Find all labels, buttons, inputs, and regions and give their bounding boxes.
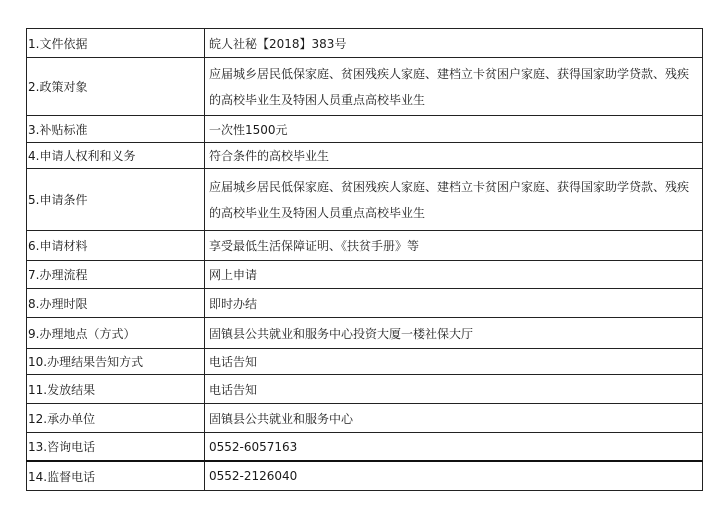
table-row <box>27 349 703 375</box>
row-label: 11.发放结果 <box>27 375 205 404</box>
row-value: 固镇县公共就业和服务中心 <box>205 404 703 433</box>
table-row <box>27 29 703 58</box>
row-label: 7.办理流程 <box>27 261 205 289</box>
row-value: 应届城乡居民低保家庭、贫困残疾人家庭、建档立卡贫困户家庭、获得国家助学贷款、残疾的高校毕业生及特困人员重点高校毕业生 <box>209 179 690 220</box>
table-row <box>27 116 703 143</box>
policy-table <box>26 28 703 491</box>
row-label: 3.补贴标准 <box>27 116 205 143</box>
table-row <box>27 461 703 491</box>
row-label: 8.办理时限 <box>27 289 205 318</box>
row-value: 一次性1500元 <box>205 116 703 143</box>
row-label: 6.申请材料 <box>27 231 205 261</box>
table-row <box>27 433 703 462</box>
row-value: 网上申请 <box>205 261 703 289</box>
row-value: 电话告知 <box>205 349 703 375</box>
row-value: 固镇县公共就业和服务中心投资大厦一楼社保大厅 <box>205 318 703 349</box>
row-label: 2.政策对象 <box>27 58 205 116</box>
table-row <box>27 375 703 404</box>
row-value: 0552-2126040 <box>205 461 703 491</box>
table-row <box>27 318 703 349</box>
row-value: 符合条件的高校毕业生 <box>205 143 703 169</box>
row-value-cell <box>205 169 703 231</box>
row-value: 即时办结 <box>205 289 703 318</box>
table-row <box>27 58 703 116</box>
row-label: 1.文件依据 <box>27 29 205 58</box>
row-value: 0552-6057163 <box>205 433 703 462</box>
row-label: 10.办理结果告知方式 <box>27 349 205 375</box>
table-row <box>27 143 703 169</box>
row-label: 9.办理地点（方式） <box>27 318 205 349</box>
row-label: 12.承办单位 <box>27 404 205 433</box>
row-label: 4.申请人权利和义务 <box>27 143 205 169</box>
row-value: 电话告知 <box>205 375 703 404</box>
table-row <box>27 404 703 433</box>
table-row <box>27 169 703 231</box>
row-label: 5.申请条件 <box>27 169 205 231</box>
table-row <box>27 231 703 261</box>
row-value: 皖人社秘【2018】383号 <box>205 29 703 58</box>
row-value: 应届城乡居民低保家庭、贫困残疾人家庭、建档立卡贫困户家庭、获得国家助学贷款、残疾的高校毕业生及特困人员重点高校毕业生 <box>209 66 690 107</box>
row-value: 享受最低生活保障证明、《扶贫手册》等 <box>205 231 703 261</box>
table-row <box>27 289 703 318</box>
table-row <box>27 261 703 289</box>
row-value-cell <box>205 58 703 116</box>
row-label: 14.监督电话 <box>27 461 205 491</box>
row-label: 13.咨询电话 <box>27 433 205 462</box>
